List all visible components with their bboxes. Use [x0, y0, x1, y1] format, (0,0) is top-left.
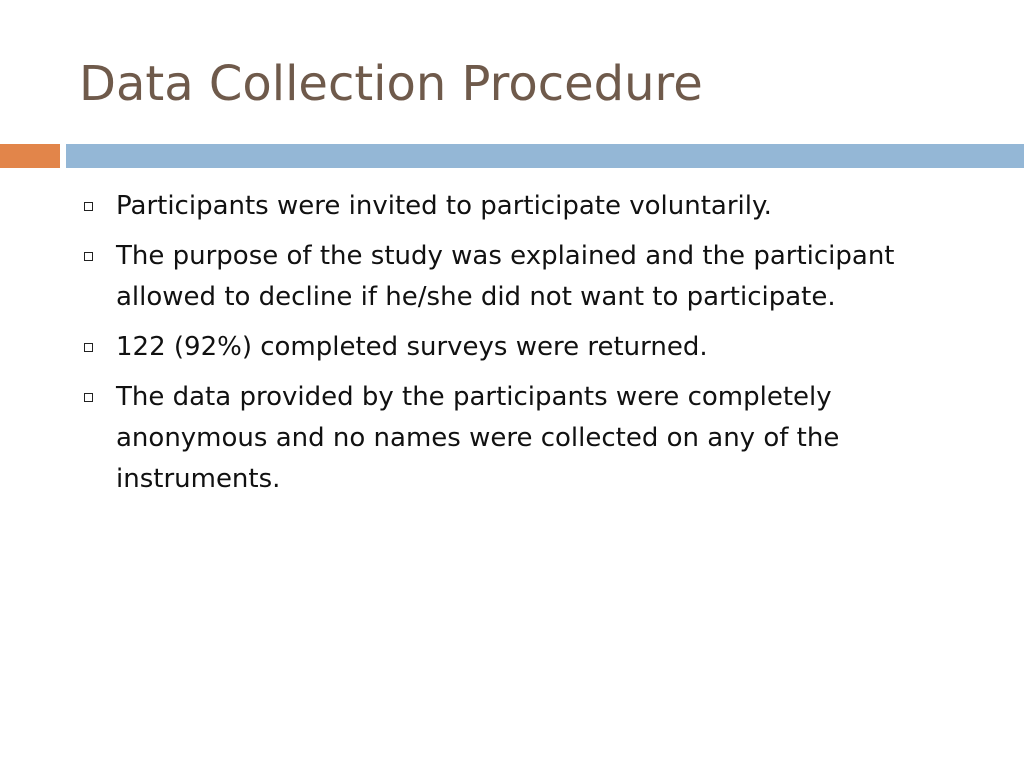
- hollow-square-bullet-icon: [84, 202, 93, 211]
- bullet-text: Participants were invited to participate voluntarily.: [116, 191, 772, 221]
- hollow-square-bullet-icon: [84, 343, 93, 352]
- bullet-list: [80, 186, 960, 509]
- hollow-square-bullet-icon: [84, 393, 93, 402]
- bullet-item: [80, 186, 960, 227]
- bullet-item: [80, 236, 960, 318]
- slide-title: Data Collection Procedure: [79, 56, 703, 112]
- bullet-text: The purpose of the study was explained and the participant allowed to decline if he/she did not want to participate.: [116, 241, 895, 312]
- bullet-text: The data provided by the participants were completely anonymous and no names were collected on any of the instruments.: [116, 382, 840, 494]
- title-divider-bar: [66, 144, 1024, 168]
- bullet-item: [80, 377, 960, 500]
- bullet-item: [80, 327, 960, 368]
- bullet-marker: [80, 186, 116, 227]
- bullet-text: 122 (92%) completed surveys were returned.: [116, 332, 708, 362]
- title-divider-accent: [0, 144, 60, 168]
- bullet-marker: [80, 377, 116, 418]
- hollow-square-bullet-icon: [84, 252, 93, 261]
- bullet-marker: [80, 236, 116, 277]
- bullet-marker: [80, 327, 116, 368]
